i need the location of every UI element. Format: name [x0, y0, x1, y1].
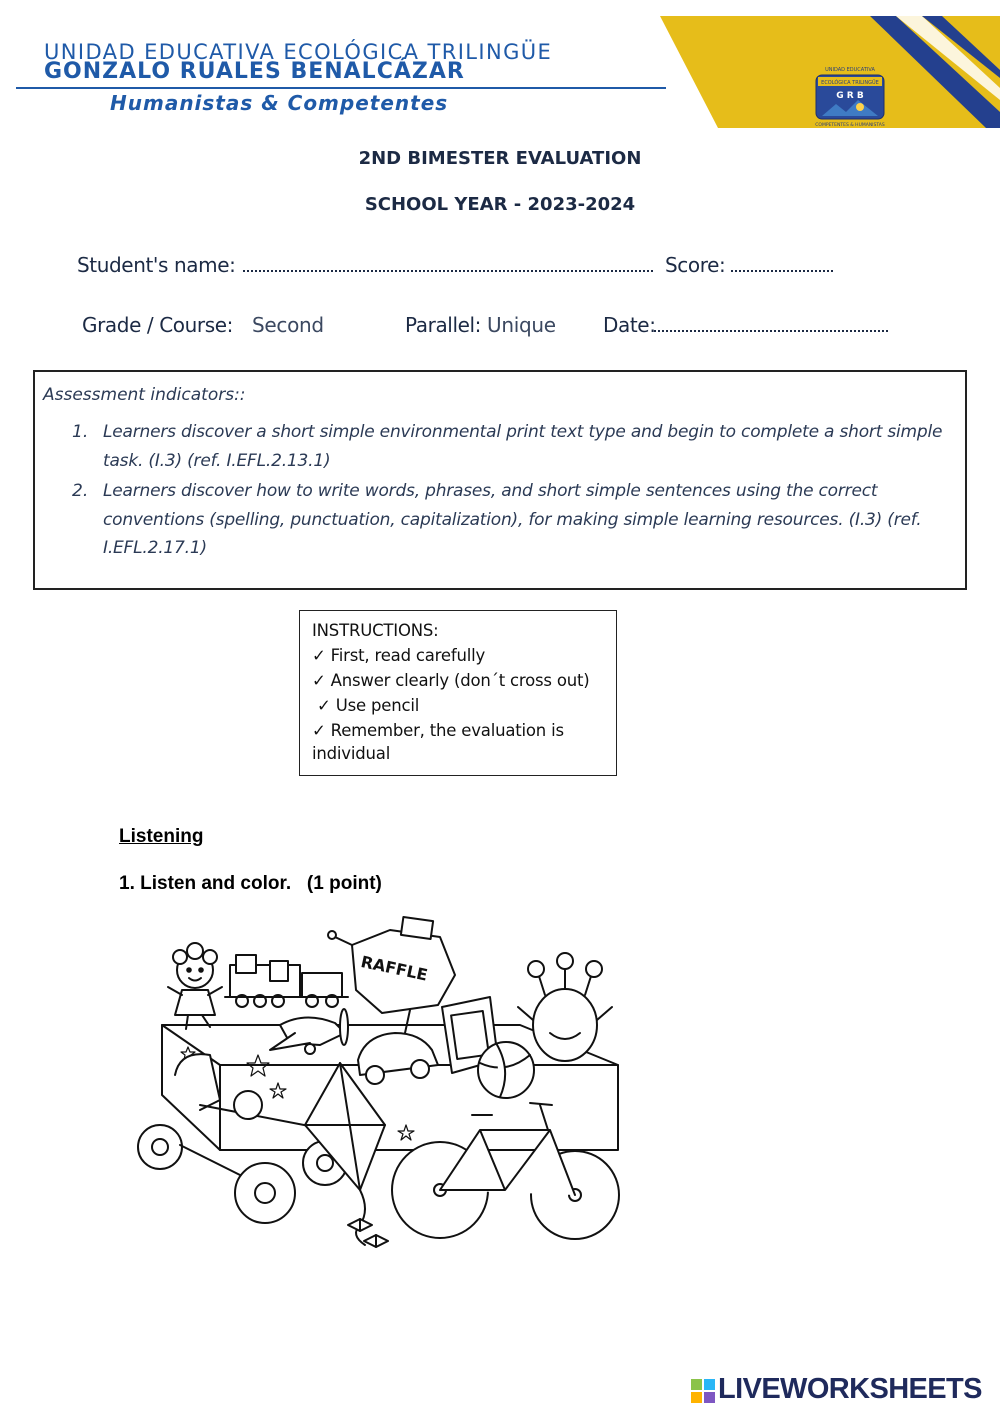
parallel-value: Unique [487, 313, 556, 337]
date-field[interactable] [654, 330, 888, 332]
instruction-line: ✓ Answer clearly (don´t cross out) [312, 671, 590, 690]
evaluation-title: 2ND BIMESTER EVALUATION [358, 148, 642, 169]
indicator-line: I.EFL.2.17.1) [103, 538, 207, 558]
school-motto: Humanistas & Competentes [110, 91, 449, 115]
student-name-label: Student's name: [77, 253, 236, 277]
school-name-line1: UNIDAD EDUCATIVA ECOLÓGICA TRILINGÜE [44, 40, 553, 64]
instruction-line: individual [312, 744, 391, 763]
toys-coloring-illustration[interactable] [120, 915, 640, 1260]
instructions-title: INSTRUCTIONS: [312, 621, 439, 640]
school-year-title: SCHOOL YEAR - 2023-2024 [364, 194, 636, 215]
liveworksheets-logo[interactable] [690, 1374, 990, 1408]
svg-text:UNIDAD EDUCATIVA: UNIDAD EDUCATIVA [825, 67, 875, 73]
header-divider [16, 87, 666, 89]
liveworksheets-icon [690, 1378, 716, 1404]
parallel-label: Parallel: [405, 313, 482, 337]
indicator-line: Learners discover how to write words, phrases, and short simple sentences using the correct [103, 481, 878, 501]
instruction-line: ✓ Use pencil [312, 696, 420, 715]
indicator-number: 1. [72, 422, 89, 442]
svg-text:COMPETENTES & HUMANISTAS: COMPETENTES & HUMANISTAS [815, 123, 885, 128]
indicator-line: task. (I.3) (ref. I.EFL.2.13.1) [103, 450, 331, 471]
indicator-item [103, 418, 945, 475]
assessment-indicators-box [33, 370, 967, 590]
score-field[interactable] [731, 270, 833, 272]
indicator-number: 2. [72, 481, 89, 501]
ball [478, 1042, 534, 1098]
instruction-line: ✓ First, read carefully [312, 646, 486, 665]
school-name-line2: GONZALO RUALES BENALCÁZAR [44, 59, 465, 84]
bows [348, 1219, 388, 1247]
svg-text:ECOLÓGICA TRILINGÜE: ECOLÓGICA TRILINGÜE [821, 80, 879, 86]
raffle-label: RAFFLE [359, 952, 430, 985]
indicator-item [103, 477, 945, 563]
score-label: Score: [665, 253, 726, 277]
footer-brand-text: LIVEWORKSHEETS [718, 1373, 982, 1405]
instruction-line: ✓ Remember, the evaluation is [312, 721, 564, 740]
listening-section-title: Listening [119, 826, 204, 847]
header-banner [660, 16, 1000, 128]
train [225, 955, 348, 1007]
grade-label: Grade / Course: [82, 313, 233, 337]
doll [168, 943, 222, 1029]
raffle-box [328, 917, 455, 1013]
instructions-box [299, 610, 617, 776]
grade-value: Second [252, 313, 324, 337]
date-label: Date: [603, 313, 656, 337]
assessment-title: Assessment indicators:: [43, 385, 246, 405]
svg-text:G R B: G R B [836, 91, 864, 101]
question-1: 1. Listen and color. (1 point) [119, 873, 382, 894]
indicator-line: conventions (spelling, punctuation, capitalization), for making simple learning resources. (I.3) (ref. [103, 509, 922, 530]
student-name-field[interactable] [243, 270, 653, 272]
indicator-line: Learners discover a short simple environmental print text type and begin to complete a short simple [103, 422, 943, 442]
